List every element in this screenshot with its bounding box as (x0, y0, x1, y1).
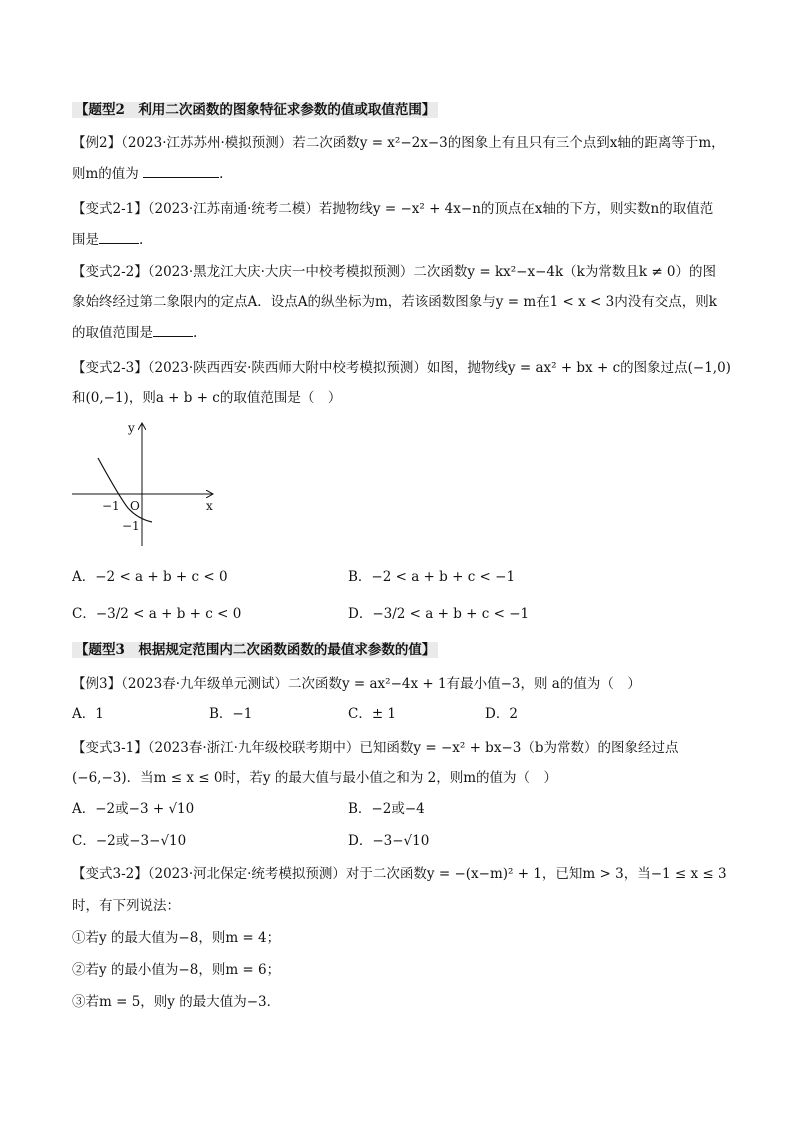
example-3-line1: 【例3】（2023春·九年级单元测试）二次函数y = ax²−4x + 1有最小值−3，则 a的值为（ ） (72, 676, 641, 692)
variant-2-2-line3-text: 的取值范围是 (72, 325, 153, 341)
variant-2-2-line3 (72, 322, 197, 343)
variant-2-1-line2-end: . (139, 232, 144, 248)
option-c[interactable]: C．−3/2 < a + b + c < 0 (72, 606, 242, 622)
section-header-t3 (72, 640, 438, 660)
option-b[interactable]: B．−2或−4 (348, 801, 425, 817)
x-tick-label: −1 (102, 499, 120, 513)
option-b[interactable]: B．−2 < a + b + c < −1 (348, 569, 516, 585)
statement-3: ③若m = 5，则y 的最大值为−3． (72, 994, 281, 1010)
variant-2-3-line2: 和(0,−1)，则a + b + c的取值范围是（ ） (72, 390, 342, 406)
option-d[interactable]: D．−3/2 < a + b + c < −1 (348, 606, 530, 622)
x-axis-label: x (206, 499, 213, 513)
variant-3-1-line1: 【变式3-1】（2023春·浙江·九年级校联考期中）已知函数y = −x² + bx−3（b为常数）的图象经过点 (72, 740, 679, 756)
option-c[interactable]: C．−2或−3−√10 (72, 833, 187, 849)
option-b[interactable]: B．−1 (209, 706, 253, 722)
answer-blank (143, 163, 219, 178)
parabola-graph (72, 418, 222, 548)
variant-2-3-line1: 【变式2-3】（2023·陕西西安·陕西师大附中校考模拟预测）如图，抛物线y = ax² + bx + c的图象过点(−1,0) (72, 360, 731, 376)
section-header-t2-text: 【题型2 利用二次函数的图象特征求参数的值或取值范围】 (72, 102, 438, 118)
section-header-t2 (72, 100, 438, 120)
answer-blank (99, 229, 139, 244)
answer-blank (153, 322, 193, 337)
section-header-t3-text: 【题型3 根据规定范围内二次函数函数的最值求参数的值】 (72, 642, 438, 658)
option-a[interactable]: A．1 (72, 706, 104, 722)
variant-3-1-line2: (−6,−3)．当m ≤ x ≤ 0时，若y 的最大值与最小值之和为 2，则m的值为（ ） (72, 770, 558, 786)
variant-2-1-line2 (72, 229, 143, 250)
variant-3-2-line2: 时，有下列说法： (72, 898, 180, 914)
variant-2-1-line1: 【变式2-1】（2023·江苏南通·统考二模）若抛物线y = −x² + 4x−n的顶点在x轴的下方，则实数n的取值范 (72, 201, 714, 217)
origin-label: O (130, 499, 140, 513)
variant-2-2-line2: 象始终经过第二象限内的定点A．设点A的纵坐标为m，若该函数图象与y = m在1 < x < 3内没有交点，则k (72, 294, 717, 310)
variant-3-2-line1: 【变式3-2】（2023·河北保定·统考模拟预测）对于二次函数y = −(x−m)² + 1，已知m > 3，当−1 ≤ x ≤ 3 (72, 866, 727, 882)
option-d[interactable]: D．2 (485, 706, 518, 722)
y-axis-label: y (128, 421, 135, 435)
y-tick-label: −1 (122, 519, 140, 533)
variant-2-1-line2-text: 围是 (72, 232, 99, 248)
statement-1: ①若y 的最大值为−8，则m = 4； (72, 930, 281, 946)
example-2-line2-end: . (219, 166, 224, 182)
variant-2-2-line3-end: . (193, 325, 198, 341)
statement-2: ②若y 的最小值为−8，则m = 6； (72, 962, 281, 978)
option-a[interactable]: A．−2 < a + b + c < 0 (72, 569, 228, 585)
variant-2-2-line1: 【变式2-2】（2023·黑龙江大庆·大庆一中校考模拟预测）二次函数y = kx²−x−4k（k为常数且k ≠ 0）的图 (72, 264, 717, 280)
example-2-line1: 【例2】（2023·江苏苏州·模拟预测）若二次函数y = x²−2x−3的图象上有且只有三个点到x轴的距离等于m， (72, 135, 725, 151)
example-2-line2-text: 则m的值为 (72, 166, 139, 182)
example-2-line2 (72, 163, 223, 184)
option-d[interactable]: D．−3−√10 (348, 833, 430, 849)
option-a[interactable]: A．−2或−3 + √10 (72, 801, 195, 817)
option-c[interactable]: C．± 1 (348, 706, 397, 722)
